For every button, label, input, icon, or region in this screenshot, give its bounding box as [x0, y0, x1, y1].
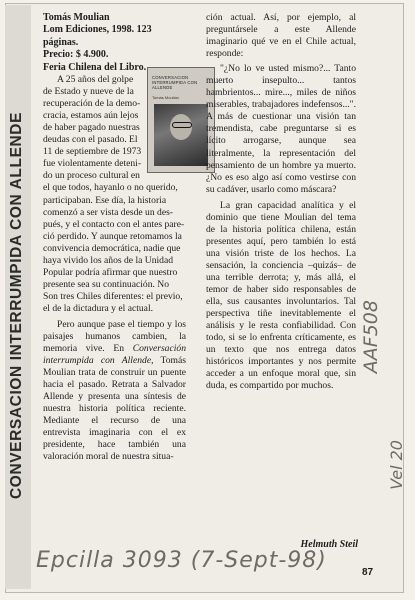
book-cover-photo [154, 104, 208, 166]
right-paragraph-2: La gran capacidad analítica y el dominio que tiene Moulian del tema de la historia política chilena, están presentes aquí, pero también lo está una visión triste de los hechos. La sensación, la conciencia –quizás– de una terrible derrota; y, más allá, el temor de haber sido responsables de ella, sus causantes involuntarios. Tal perspectiva tiñe inevitablemente el análisis y le resta confiabilidad. Con todo, si se lo enfrenta críticamente, es un texto que nos entrega datos históricos importantes y nos permite acceder a un enfoque moral que, sin duda, es compartido por muchos. [206, 199, 356, 392]
left-line: pués, y el contacto con el antes pare- [43, 218, 185, 230]
book-publisher: Lom Ediciones, 1998. 123 páginas. [43, 24, 152, 48]
left-line: ció perdido. Y aunque retomamos la [43, 230, 182, 242]
left-line: cracia, estamos aún lejos [43, 110, 139, 122]
right-paragraph-1: ción actual. Así, por ejemplo, al preguntársele a este Allende imaginario qué ve en el Chile actual, responde: [206, 12, 356, 60]
left-line: 11 de septiembre de 1973 [43, 146, 142, 158]
book-title-italic: Conversación interrumpida con Allende [43, 343, 186, 367]
left-line: el de la dictadura y el actual. [43, 302, 154, 314]
left-line: participaban. Ese día, la historia [43, 194, 167, 206]
left-line: de Estado y nueve de la [43, 86, 134, 98]
portrait-glasses [172, 122, 192, 128]
left-line: de haber pagado nuestras [43, 122, 140, 134]
book-author: Tomás Moulian [43, 12, 110, 23]
left-line: A 25 años del golpe [57, 74, 134, 86]
left-paragraph-2-a: Pero aunque pase el tiempo y los paisajes humanos cambien, la memoria vive. En [43, 318, 186, 355]
book-cover-image [147, 67, 215, 173]
left-paragraph-2 [43, 319, 186, 464]
left-line: el que todos, hayanlo o no querido, [43, 182, 178, 194]
left-line: haya vivido los años de la Unidad [43, 254, 174, 266]
page-number: 87 [362, 567, 374, 578]
review-signature: Helmuth Steil [300, 539, 358, 550]
book-cover-author: Tomás Moulian [152, 95, 179, 100]
book-store: Feria Chilena del Libro. [43, 61, 147, 73]
left-line: do un proceso cultural en [43, 170, 140, 182]
left-line: comenzó a ser vista desde un des- [43, 206, 174, 218]
left-line: recuperación de la demo- [43, 98, 141, 110]
section-title: CONVERSACION INTERRUMPIDA CON ALLENDE [8, 111, 25, 499]
handwritten-side-note: AAF508 [360, 300, 382, 374]
right-quote-paragraph: "¿No lo ve usted mismo?... Tanto muerto insepulto... tantos hambrientos... mire..., miles de niños miserables, trabajadores indefensos...". A más de cuestionar una visión tan tremendista, cabe preguntarse si es lícito arrogarse, aunque sea literalmente, la representación del pensamiento de un hombre ya muerto. ¿No es eso algo así como vestirse con su cadáver, usarlo como máscara? [206, 63, 356, 195]
left-paragraph-2-b: , Tomás Moulian trata de construir un puente hacia el pasado. Retrata a Salvador Allende y presenta una síntesis de nuestra historia política reciente. Mediante el recurso de una entrevista imaginaria con el ex presidente, hace también una valoración moral de nuestra situa- [43, 355, 186, 463]
right-column [206, 12, 356, 392]
left-line: deudas con el pasado. El [43, 134, 138, 146]
left-line: Popular podría afirmar que nuestro [43, 266, 178, 278]
handwritten-side-note-2: Vel 20 [387, 440, 406, 490]
handwritten-catalog-note: Epcilla 3093 (7-Sept-98) [36, 548, 327, 573]
left-line: presente sea su continuación. No [43, 278, 170, 290]
left-line: Son tres Chiles diferentes: el previo, [43, 290, 183, 302]
book-cover-title: CONVERSACION INTERRUMPIDA CON ALLENDE [152, 75, 198, 90]
book-price: Precio: $ 4.900. [43, 49, 109, 61]
left-line: convivencia democrática, nadie que [43, 242, 181, 254]
left-line: fue violentamente deteni- [43, 158, 142, 170]
